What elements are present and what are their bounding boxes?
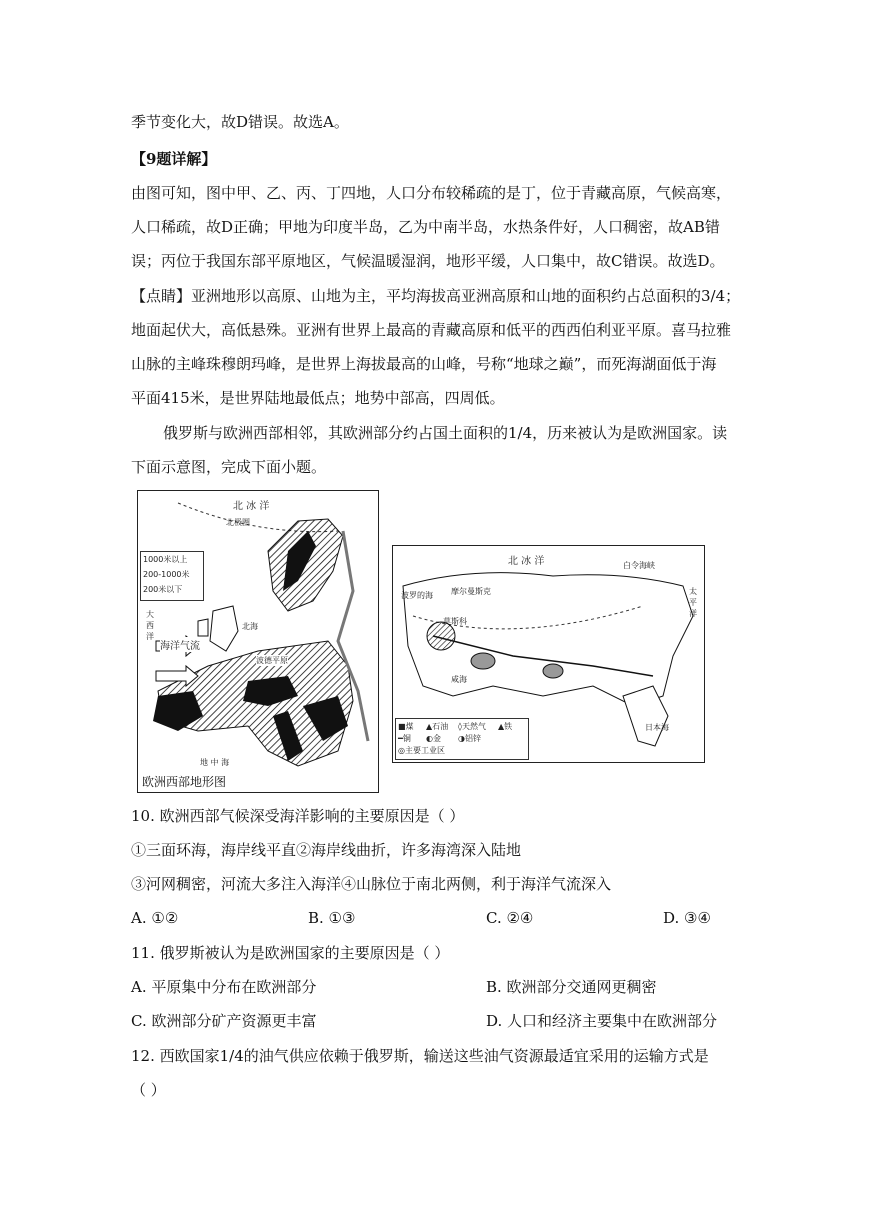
legend-item: ◑铝锌 xyxy=(458,734,481,743)
label-japan-sea: 日本海 xyxy=(645,723,669,732)
text-line: 季节变化大，故D错误。故选A。 xyxy=(131,113,349,131)
label-atlantic: 大 西 洋 xyxy=(146,610,154,641)
question-12: 12. 西欧国家1/4的油气供应依赖于俄罗斯，输送这些油气资源最适宜采用的运输方式是 xyxy=(131,1047,709,1065)
map-title: 欧洲西部地形图 xyxy=(142,775,227,789)
label-murmansk: 摩尔曼斯克 xyxy=(451,587,491,596)
text-line: 平面415米，是世界陆地最低点；地势中部高，四周低。 xyxy=(131,389,505,407)
legend-item: ◊天然气 xyxy=(458,722,486,731)
label-north-sea: 北海 xyxy=(242,622,258,631)
western-europe-terrain-map xyxy=(137,490,379,793)
label-arctic-circle: 北极圈 xyxy=(226,518,250,527)
text-line: 【点睛】亚洲地形以高原、山地为主，平均海拔高亚洲高原和山地的面积约占总面积的3/4； xyxy=(131,287,741,305)
text-line: 由图可知，图中甲、乙、丙、丁四地，人口分布较稀疏的是丁，位于青藏高原，气候高寒， xyxy=(131,184,732,202)
legend-item: 200米以下 xyxy=(143,585,183,594)
option-d[interactable]: D. 人口和经济主要集中在欧洲部分 xyxy=(486,1012,718,1030)
legend-item: ▲石油 xyxy=(426,722,449,731)
legend-item: ◎主要工业区 xyxy=(398,746,445,755)
label-north-ocean: 北 冰 洋 xyxy=(508,556,545,567)
label-pacific: 太 平 洋 xyxy=(689,587,697,618)
legend-item: 200-1000米 xyxy=(143,570,190,579)
option-c[interactable]: C. ②④ xyxy=(486,909,534,927)
option-a[interactable]: A. 平原集中分布在欧洲部分 xyxy=(131,978,317,996)
label-baltic: 波罗的海 xyxy=(401,591,433,600)
option-d[interactable]: D. ③④ xyxy=(663,909,711,927)
legend-item: ▲铁 xyxy=(498,722,513,731)
question-10-statements: ①三面环海，海岸线平直②海岸线曲折，许多海湾深入陆地 xyxy=(131,841,522,859)
label-moscow: 莫斯科 xyxy=(443,617,467,626)
label-north-ocean: 北 冰 洋 xyxy=(233,501,270,512)
text-line: 人口稀疏，故D正确；甲地为印度半岛，乙为中南半岛，水热条件好，人口稠密，故AB错 xyxy=(131,218,720,236)
option-a[interactable]: A. ①② xyxy=(131,909,179,927)
option-c[interactable]: C. 欧洲部分矿产资源更丰富 xyxy=(131,1012,317,1030)
question-12-bracket: （ ） xyxy=(131,1081,166,1099)
text-line: 地面起伏大，高低悬殊。亚洲有世界上最高的青藏高原和低平的西西伯利亚平原。喜马拉雅 xyxy=(131,321,732,339)
label-ocean-airflow: 海洋气流 xyxy=(160,637,200,652)
option-b[interactable]: B. 欧洲部分交通网更稠密 xyxy=(486,978,657,996)
text-line: 下面示意图，完成下面小题。 xyxy=(131,458,327,476)
legend-item: ━铜 xyxy=(398,734,411,743)
label-mediterranean: 地 中 海 xyxy=(200,758,230,767)
legend-item: ◐金 xyxy=(426,734,441,743)
resource-legend xyxy=(395,718,529,760)
question-10-statements: ③河网稠密，河流大多注入海洋④山脉位于南北两侧，利于海洋气流深入 xyxy=(131,875,612,893)
text-line: 山脉的主峰珠穆朗玛峰，是世界上海拔最高的山峰，号称“地球之巅”，而死海湖面低于海 xyxy=(131,355,717,373)
label-bering: 白令海峡 xyxy=(623,561,655,570)
option-b[interactable]: B. ①③ xyxy=(308,909,356,927)
legend-item: 1000米以上 xyxy=(143,555,188,564)
legend-item: ■煤 xyxy=(398,722,414,731)
terrain-legend xyxy=(140,551,204,601)
text-line: 误；丙位于我国东部平原地区，气候温暖湿润，地形平缓，人口集中，故C错误。故选D。 xyxy=(131,252,725,270)
russia-resources-map xyxy=(392,545,705,763)
section-heading: 【9题详解】 xyxy=(131,150,217,168)
text-line: 俄罗斯与欧洲西部相邻，其欧洲部分约占国土面积的1/4，历来被认为是欧洲国家。读 xyxy=(163,424,728,442)
label-plain: 波德平原 xyxy=(256,656,288,665)
label-caspian: 咸海 xyxy=(451,675,467,684)
question-10: 10. 欧洲西部气候深受海洋影响的主要原因是（ ） xyxy=(131,807,465,825)
question-11: 11. 俄罗斯被认为是欧洲国家的主要原因是（ ） xyxy=(131,944,450,962)
